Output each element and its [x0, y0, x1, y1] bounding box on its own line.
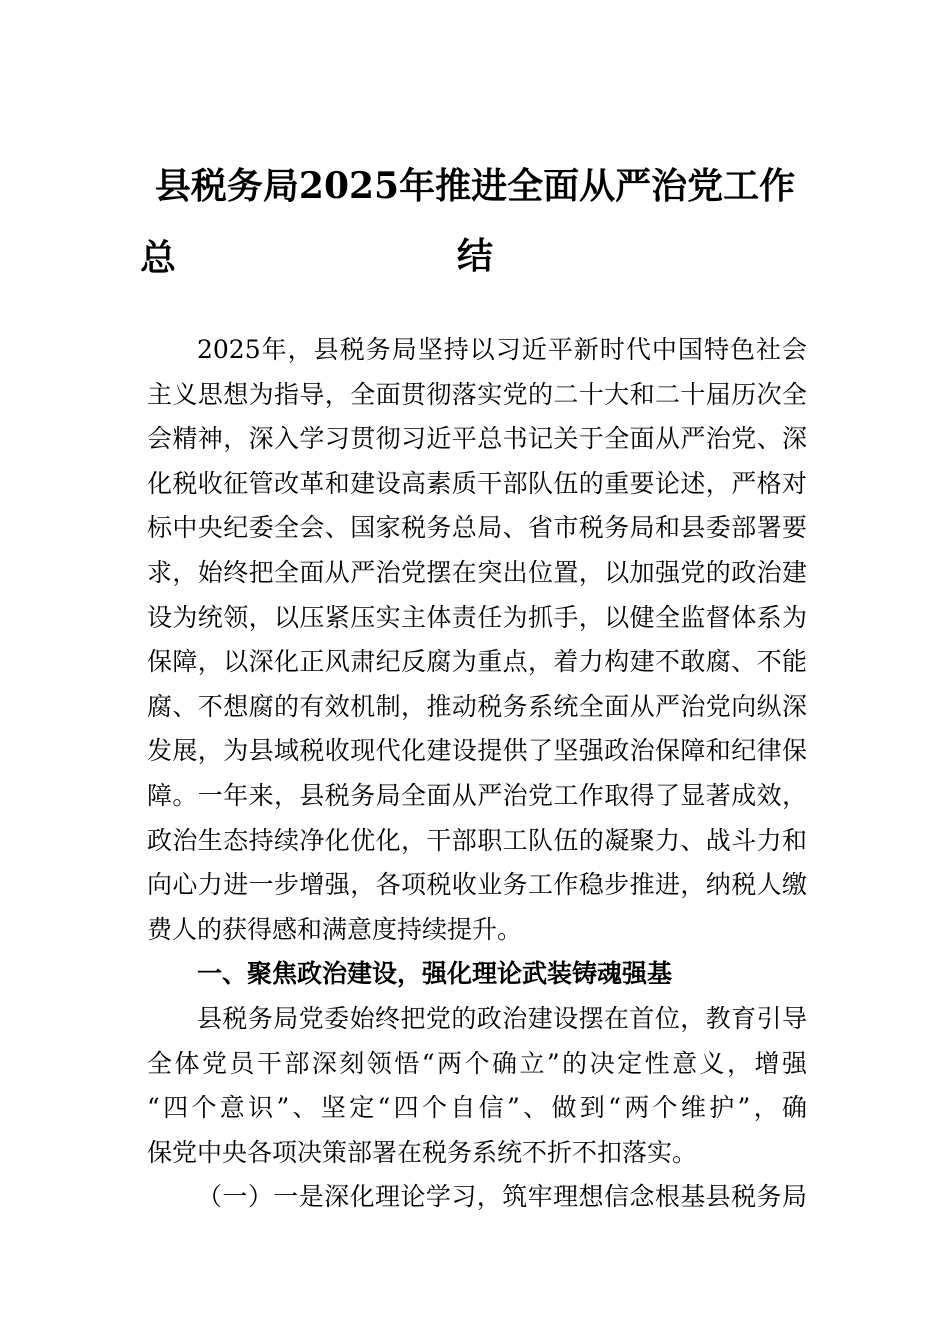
paragraph-line: （一）一是深化理论学习，筑牢理想信念根基县税务局 — [197, 1182, 807, 1212]
paragraph-line: 标中央纪委全会、国家税务总局、省市税务局和县委部署要 — [147, 513, 807, 543]
paragraph-line: 求，始终把全面从严治党摆在突出位置，以加强党的政治建 — [147, 557, 807, 587]
paragraph-line: “四个意识”、坚定“四个自信”、做到“两个维护”，确 — [147, 1093, 807, 1123]
paragraph-line: 化税收征管改革和建设高素质干部队伍的重要论述，严格对 — [147, 468, 807, 498]
paragraph-line: 2025年，县税务局坚持以习近平新时代中国特色社会 — [197, 335, 807, 364]
paragraph-line: 主义思想为指导，全面贯彻落实党的二十大和二十届历次全 — [147, 379, 807, 409]
paragraph-line: 腐、不想腐的有效机制，推动税务系统全面从严治党向纵深 — [147, 691, 807, 721]
paragraph-line: 向心力进一步增强，各项税收业务工作稳步推进，纳税人缴 — [147, 870, 807, 900]
paragraph-line: 保障，以深化正风肃纪反腐为重点，着力构建不敢腐、不能 — [147, 647, 807, 677]
paragraph-line: 政治生态持续净化优化，干部职工队伍的凝聚力、战斗力和 — [147, 825, 807, 855]
paragraph-line: 保党中央各项决策部署在税务系统不折不扣落实。 — [147, 1137, 698, 1167]
document-title-line-2: 结 — [456, 235, 493, 277]
document-body — [147, 328, 807, 1220]
paragraph-line: 发展，为县域税收现代化建设提供了坚强政治保障和纪律保 — [147, 736, 807, 766]
paragraph-line: 会精神，深入学习贯彻习近平总书记关于全面从严治党、深 — [147, 424, 807, 454]
paragraph-line: 县税务局党委始终把党的政治建设摆在首位，教育引导 — [197, 1003, 807, 1033]
section-heading: 一、聚焦政治建设，强化理论武装铸魂强基 — [197, 959, 673, 989]
paragraph-line: 设为统领，以压紧压实主体责任为抓手，以健全监督体系为 — [147, 602, 807, 632]
paragraph-line: 障。一年来，县税务局全面从严治党工作取得了显著成效， — [147, 780, 807, 810]
paragraph-line: 全体党员干部深刻领悟“两个确立”的决定性意义，增强 — [147, 1048, 807, 1078]
document-title-line-1: 县税务局2025年推进全面从严治党工作总 — [140, 165, 796, 279]
paragraph-line: 费人的获得感和满意度持续提升。 — [147, 914, 523, 944]
